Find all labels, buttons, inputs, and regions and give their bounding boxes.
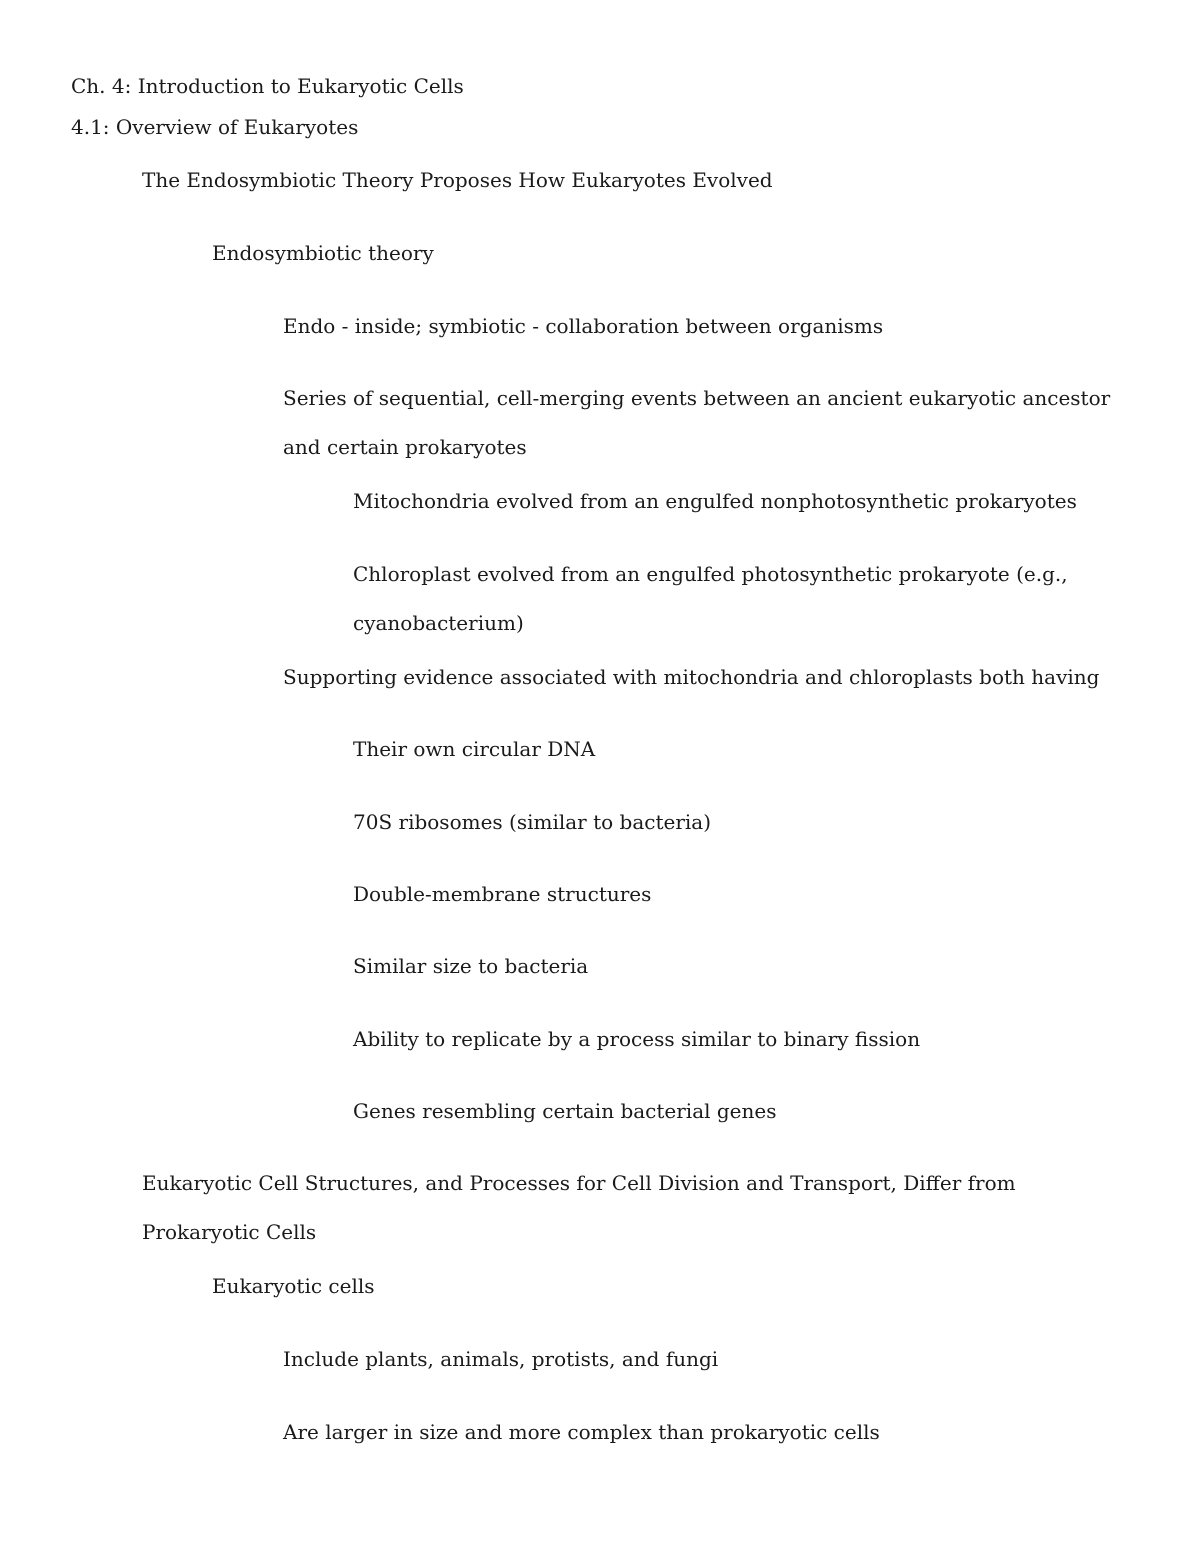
section-title: 4.1: Overview of Eukaryotes xyxy=(71,115,359,139)
item-endo-definition: Endo - inside; symbiotic - collaboration between organisms xyxy=(283,314,884,338)
item-larger: Are larger in size and more complex than prokaryotic cells xyxy=(283,1420,880,1444)
item-include: Include plants, animals, protists, and fungi xyxy=(283,1347,719,1371)
subheading-eukaryotic-cells: Eukaryotic cells xyxy=(212,1274,375,1298)
heading-endosymbiotic-theory: The Endosymbiotic Theory Proposes How Eukaryotes Evolved xyxy=(142,168,773,192)
item-series: Series of sequential, cell-merging events between an ancient eukaryotic ancestor and certain prokaryotes xyxy=(283,386,1111,459)
evidence-item: Their own circular DNA xyxy=(353,737,596,761)
sub-item-chloroplast: Chloroplast evolved from an engulfed photosynthetic prokaryote (e.g., cyanobacterium) xyxy=(353,562,1068,635)
evidence-item: Double-membrane structures xyxy=(353,882,652,906)
sub-item-mitochondria: Mitochondria evolved from an engulfed nonphotosynthetic prokaryotes xyxy=(353,489,1077,513)
item-supporting-evidence: Supporting evidence associated with mitochondria and chloroplasts both having xyxy=(283,665,1100,689)
chapter-title: Ch. 4: Introduction to Eukaryotic Cells xyxy=(71,74,464,98)
heading-eukaryotic-cell-structures: Eukaryotic Cell Structures, and Processes for Cell Division and Transport, Differ from Prokaryotic Cells xyxy=(142,1171,1016,1244)
evidence-item: Similar size to bacteria xyxy=(353,954,589,978)
evidence-item: Ability to replicate by a process similar to binary fission xyxy=(353,1027,921,1051)
evidence-item: Genes resembling certain bacterial genes xyxy=(353,1099,777,1123)
evidence-item: 70S ribosomes (similar to bacteria) xyxy=(353,810,712,834)
subheading-endosymbiotic-theory: Endosymbiotic theory xyxy=(212,241,434,265)
